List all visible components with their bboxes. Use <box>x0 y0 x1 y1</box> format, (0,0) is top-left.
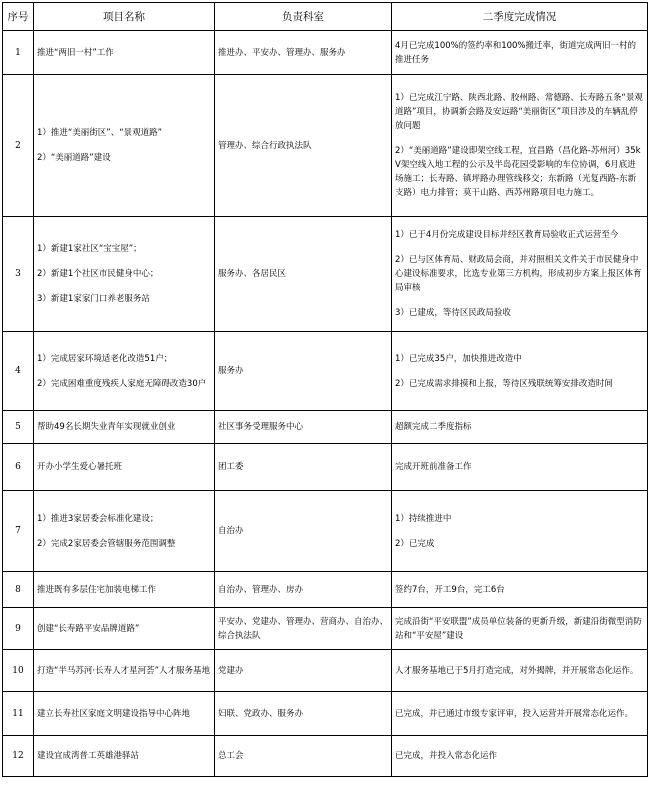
cell-dept <box>215 411 392 444</box>
cell-status <box>392 692 648 736</box>
cell-status <box>392 491 648 572</box>
cell-status <box>392 608 648 650</box>
cell-status-line: 签约7台，开工9台，完工6台 <box>395 584 505 595</box>
cell-no: 12 <box>3 736 34 777</box>
cell-dept <box>215 650 392 692</box>
cell-status-line: 1）持续推进中 <box>395 513 452 524</box>
table-row <box>3 217 648 332</box>
cell-dept-line: 平安办、党建办、管理办、营商办、自治办、综合执法队 <box>218 616 389 641</box>
cell-project <box>34 572 215 608</box>
cell-no: 10 <box>3 650 34 692</box>
cell-status <box>392 217 648 332</box>
cell-dept <box>215 217 392 332</box>
cell-dept <box>215 31 392 75</box>
cell-status-line: 已完成，并已通过市级专家评审，投入运营并开展常态化运作。 <box>395 708 634 719</box>
cell-dept <box>215 75 392 217</box>
cell-project-line: 打造“半马苏河·长寿人才星河荟”人才服务基地 <box>37 665 211 676</box>
cell-status-line: 1）已完成江宁路、陕西北路、胶州路、常德路、长寿路五条“景观道路”项目，协调新会路及安远路“美丽街区”项目涉及的车辆乱停放问题 <box>395 93 643 131</box>
cell-no: 2 <box>3 75 34 217</box>
cell-no: 1 <box>3 31 34 75</box>
cell-status <box>392 75 648 217</box>
cell-status-line: 2）“美丽道路”建设即架空线工程，宜昌路（昌化路-苏州河）35kV架空线入地工程的公示及半岛花园受影响的车位协调，6月底进场施工；长寿路、镇坪路办理管线移交；东新路（光复西路-东新支路）电力排管；莫干山路、西苏州路项目电力施工。 <box>395 146 641 198</box>
cell-project-line: 创建“长寿路平安品牌道路” <box>37 623 140 634</box>
cell-status <box>392 736 648 777</box>
cell-status <box>392 650 648 692</box>
cell-project <box>34 217 215 332</box>
cell-no: 9 <box>3 608 34 650</box>
cell-project-line: 2）完成困难重度残疾人家庭无障碍改造30户 <box>37 378 207 389</box>
cell-project-line: 1）推进“美丽街区”、“景观道路” <box>37 128 163 138</box>
cell-project-line: 推进既有多层住宅加装电梯工作 <box>37 584 157 595</box>
cell-project <box>34 332 215 411</box>
cell-status <box>392 31 648 75</box>
table-row <box>3 650 648 692</box>
cell-project-line: 帮助49名长期失业青年实现就业创业 <box>37 422 176 432</box>
cell-dept <box>215 608 392 650</box>
cell-project-line: 1）推进3家居委会标准化建设； <box>37 513 159 524</box>
cell-dept <box>215 736 392 777</box>
cell-project-line: 建立长寿社区家庭文明建设指导中心阵地 <box>37 708 191 719</box>
cell-dept <box>215 692 392 736</box>
header-row <box>3 3 648 31</box>
cell-dept-line: 妇联、党政办、服务办 <box>218 708 304 719</box>
cell-project <box>34 608 215 650</box>
cell-status-line: 4月已完成100%的签约率和100%搬迁率，街道完成两旧一村的推进任务 <box>395 40 637 65</box>
cell-project-line: 建设宜成湾普工英雄港驿站 <box>37 751 140 761</box>
cell-no: 4 <box>3 332 34 411</box>
cell-status-line: 已完成，并投入常态化运作 <box>395 751 498 761</box>
cell-dept-line: 党建办 <box>218 665 244 676</box>
cell-dept-line: 总工会 <box>218 751 244 761</box>
cell-dept <box>215 444 392 491</box>
cell-no: 8 <box>3 572 34 608</box>
cell-no: 7 <box>3 491 34 572</box>
table-row <box>3 332 648 411</box>
table-row <box>3 75 648 217</box>
cell-status <box>392 572 648 608</box>
cell-dept-line: 自治办 <box>218 526 244 536</box>
cell-status-line: 1）已于4月份完成建设目标并经区教育局验收正式运营至今 <box>395 230 619 240</box>
header-no: 序号 <box>3 3 34 31</box>
cell-status-line: 3）已建成，等待区民政局验收 <box>395 308 511 318</box>
cell-status-line: 2）已完成 <box>395 538 435 549</box>
cell-status-line: 1）已完成35户，加快推进改造中 <box>395 353 522 364</box>
header-status: 二季度完成情况 <box>392 3 648 31</box>
header-project: 项目名称 <box>34 3 215 31</box>
cell-dept-line: 服务办 <box>218 366 244 376</box>
cell-project-line: 1）完成居家环境适老化改造51户； <box>37 353 173 364</box>
table-row <box>3 411 648 444</box>
cell-dept <box>215 491 392 572</box>
cell-project-line: 2）新建1个社区市民健身中心； <box>37 269 159 279</box>
cell-project <box>34 692 215 736</box>
cell-project <box>34 491 215 572</box>
cell-dept <box>215 332 392 411</box>
cell-dept-line: 社区事务受理服务中心 <box>218 422 304 432</box>
cell-dept-line: 服务办、各居民区 <box>218 269 287 279</box>
table-row <box>3 491 648 572</box>
cell-status-line: 完成沿街“平安联盟”成员单位装备的更新升级，新建沿街微型消防站和“平安屋”建设 <box>395 616 642 641</box>
cell-project-line: 开办小学生爱心暑托班 <box>37 462 123 472</box>
cell-dept <box>215 572 392 608</box>
cell-dept-line: 自治办、管理办、房办 <box>218 584 304 595</box>
cell-status-line: 超额完成二季度指标 <box>395 422 472 432</box>
cell-no: 5 <box>3 411 34 444</box>
header-dept: 负责科室 <box>215 3 392 31</box>
cell-dept-line: 推进办、平安办、管理办、服务办 <box>218 47 346 58</box>
cell-project <box>34 31 215 75</box>
cell-status <box>392 411 648 444</box>
cell-status-line: 人才服务基地已于5月打造完成，对外揭牌，并开展常态化运作。 <box>395 665 639 676</box>
cell-project <box>34 650 215 692</box>
cell-project-line: 3）新建1家家门口养老服务站 <box>37 294 150 304</box>
cell-dept-line: 管理办、综合行政执法队 <box>218 140 312 151</box>
table-row <box>3 692 648 736</box>
cell-status <box>392 332 648 411</box>
cell-dept-line: 团工委 <box>218 462 244 472</box>
cell-project-line: 1）新建1家社区“宝宝屋”； <box>37 244 142 254</box>
cell-status-line: 2）已完成需求排摸和上报，等待区残联统筹安排改造时间 <box>395 378 613 389</box>
cell-project <box>34 444 215 491</box>
table-row <box>3 608 648 650</box>
cell-project <box>34 411 215 444</box>
table-row <box>3 444 648 491</box>
table-row <box>3 736 648 777</box>
cell-no: 11 <box>3 692 34 736</box>
cell-project <box>34 736 215 777</box>
cell-status-line: 完成开班前准备工作 <box>395 462 472 472</box>
table-row <box>3 31 648 75</box>
cell-project-line: 2）“美丽道路”建设 <box>37 153 111 163</box>
cell-no: 6 <box>3 444 34 491</box>
cell-project-line: 推进“两旧一村”工作 <box>37 47 114 58</box>
table-row <box>3 572 648 608</box>
progress-table <box>2 2 648 777</box>
cell-no: 3 <box>3 217 34 332</box>
cell-project-line: 2）完成2家居委会管辖服务范围调整 <box>37 538 176 549</box>
cell-status <box>392 444 648 491</box>
cell-status-line: 2）已与区体育局、财政局会商，并对照相关文件关于市民健身中心建设标准要求，比选专业第三方机构，形成初步方案上报区体育局审核 <box>395 255 642 293</box>
cell-project <box>34 75 215 217</box>
